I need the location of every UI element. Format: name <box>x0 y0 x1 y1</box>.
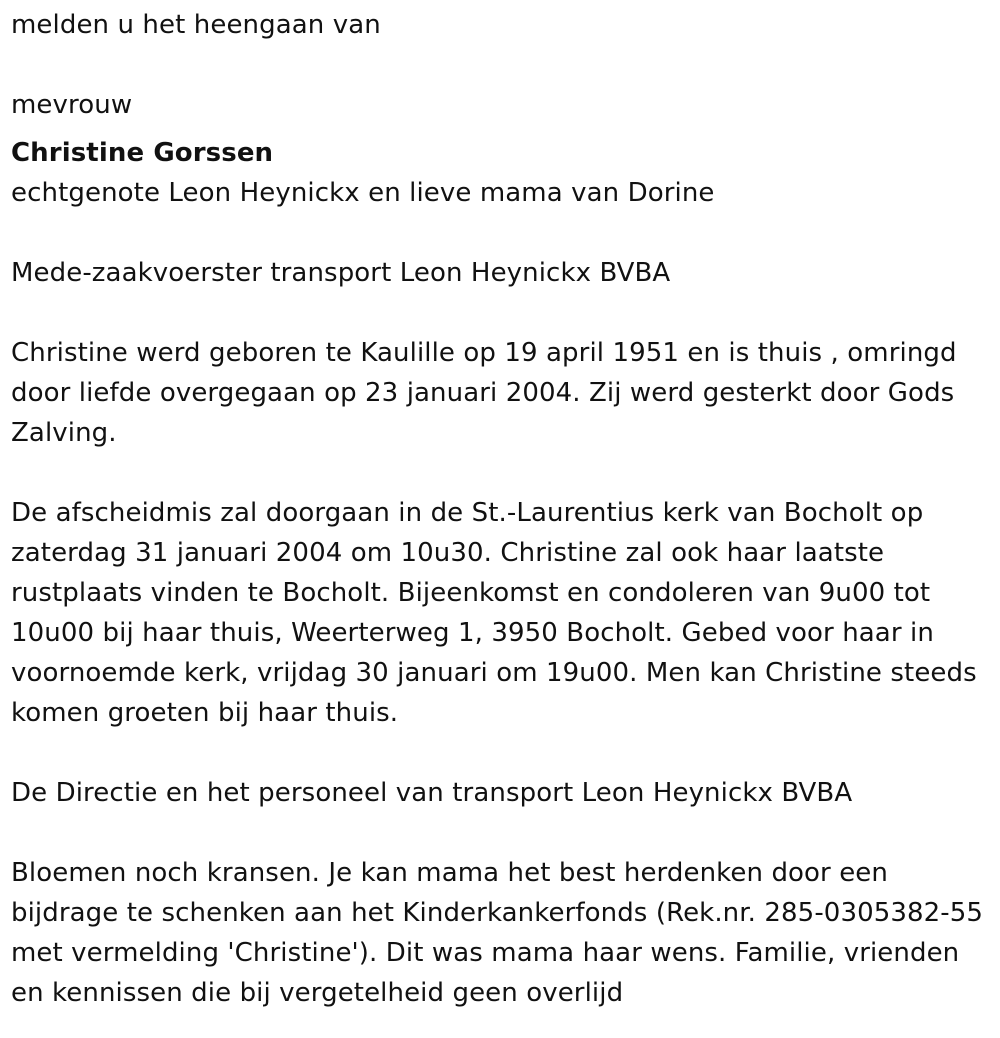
relation-line: echtgenote Leon Heynickx en lieve mama van Dorine <box>11 178 715 208</box>
funeral-paragraph: De afscheidmis zal doorgaan in de St.-Laurentius kerk van Bocholt op zaterdag 31 januari 2004 om 10u30. Christine zal ook haar laatste rustplaats vinden te Bocholt. Bijeenkomst en condoleren van 9u00 tot 10u00 bij haar thuis, Weerterweg 1, 3950 Bocholt. Gebed voor haar in voornoemde kerk, vrijdag 30 januari om 19u00. Men kan Christine steeds komen groeten bij haar thuis. <box>11 498 977 728</box>
spacer <box>11 213 996 253</box>
intro-line: melden u het heengaan van <box>11 10 381 40</box>
deceased-name: Christine Gorssen <box>11 138 274 168</box>
company-line: De Directie en het personeel van transport Leon Heynickx BVBA <box>11 778 853 808</box>
spacer <box>11 813 996 853</box>
spacer <box>11 293 996 333</box>
flowers-paragraph: Bloemen noch kransen. Je kan mama het best herdenken door een bijdrage te schenken aan het Kinderkankerfonds (Rek.nr. 285-0305382-55 met vermelding 'Christine'). Dit was mama haar wens. Familie, vrienden en kennissen die bij vergetelheid geen overlijd <box>11 858 984 1008</box>
birth-death-paragraph: Christine werd geboren te Kaulille op 19 april 1951 en is thuis , omringd door liefde overgegaan op 23 januari 2004. Zij werd gesterkt door Gods Zalving. <box>11 338 957 448</box>
death-notice <box>11 5 996 1013</box>
role-line: Mede-zaakvoerster transport Leon Heynickx BVBA <box>11 258 671 288</box>
spacer <box>11 45 996 85</box>
spacer <box>11 733 996 773</box>
spacer <box>11 453 996 493</box>
salutation: mevrouw <box>11 90 133 120</box>
